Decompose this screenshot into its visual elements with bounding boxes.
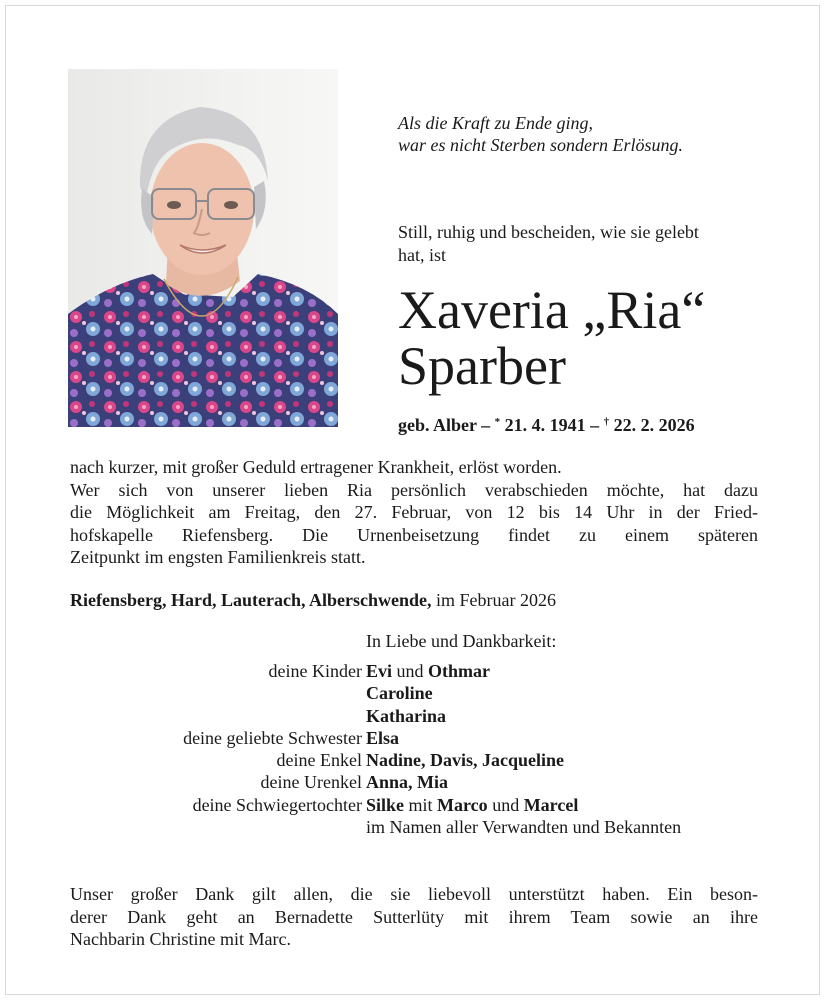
mourner-relation: deine Urenkel (260, 772, 362, 793)
mourner-names (362, 727, 399, 749)
mourner-relation: deine Schwiegertochter (192, 794, 362, 815)
mourner-relation (60, 816, 362, 838)
mourner-name: Marcel (523, 794, 579, 815)
intro-line: Still, ruhig und bescheiden, wie sie gelebt (398, 222, 699, 242)
mourner-name: Evi (366, 661, 393, 681)
mourner-row (60, 705, 800, 727)
mourners-heading: In Liebe und Dankbarkeit: (366, 631, 557, 651)
mourner-name: Katharina (366, 705, 447, 726)
portrait-photo (68, 69, 338, 427)
announcement-line: hofskapelle Riefensberg. Die Urnenbeisetzung findet zu einem späteren (70, 524, 758, 545)
mourner-names (362, 660, 490, 682)
mourner-connector: mit (404, 794, 438, 815)
places-and-date (70, 589, 556, 611)
mourner-relation (60, 682, 362, 704)
mourner-row (60, 771, 800, 793)
mourner-row (60, 794, 800, 816)
death-date: 22. 2. 2026 (609, 415, 695, 435)
mourner-connector: und (487, 794, 524, 815)
thanks-line: Unser großer Dank gilt allen, die sie liebevoll unterstützt haben. Ein beson- (70, 884, 758, 904)
mourner-names (362, 749, 564, 771)
death-symbol: † (603, 416, 610, 428)
mourner-row (60, 682, 800, 704)
mourner-connector: und (392, 661, 429, 681)
name-last: Sparber (398, 336, 566, 396)
birth-date: 21. 4. 1941 (500, 415, 586, 435)
mourner-name: Nadine, Davis, Jacqueline (366, 750, 565, 771)
separator: – (585, 415, 604, 435)
mourner-names (362, 816, 681, 838)
quote-line: war es nicht Sterben sondern Erlösung. (398, 135, 683, 155)
life-dates (398, 411, 695, 436)
announcement-line: die Möglichkeit am Freitag, den 27. Februar, von 12 bis 14 Uhr in der Fried- (70, 502, 758, 522)
mourner-names (362, 682, 433, 704)
places-date: im Februar 2026 (431, 590, 556, 610)
intro-line: hat, ist (398, 245, 446, 265)
name-first: Xaveria „Ria“ (398, 280, 706, 340)
mourner-name: Othmar (428, 661, 491, 681)
announcement-line: Wer sich von unserer lieben Ria persönlich verabschieden möchte, hat dazu (70, 479, 758, 500)
mourner-name: Marco (437, 794, 488, 815)
mourner-names (362, 794, 578, 816)
birth-name: geb. Alber (398, 415, 477, 435)
places-names: Riefensberg, Hard, Lauterach, Alberschwende, (70, 590, 432, 610)
mourner-relation (60, 705, 362, 727)
mourner-relation: deine Kinder (268, 661, 362, 681)
mourner-name: Silke (366, 794, 405, 815)
mourner-row (60, 816, 800, 838)
mourner-names (362, 771, 448, 793)
separator: – (476, 415, 495, 435)
birth-symbol: * (494, 416, 501, 428)
quote-line: Als die Kraft zu Ende ging, (398, 113, 593, 133)
deceased-name (398, 282, 798, 394)
memorial-quote (398, 112, 798, 156)
mourner-row (60, 749, 800, 771)
mourner-name: Elsa (366, 727, 400, 748)
thanks-line: derer Dank geht an Bernadette Sutterlüty mit ihrem Team sowie an ihre (70, 906, 758, 927)
announcement-line: Zeitpunkt im engsten Familienkreis statt. (70, 547, 366, 567)
announcement-line: nach kurzer, mit großer Geduld ertragener Krankheit, erlöst worden. (70, 457, 562, 477)
mourner-connector: im Namen aller Verwandten und Bekannten (366, 817, 682, 838)
mourner-relation: deine geliebte Schwester (183, 727, 362, 748)
mourners-list (60, 660, 800, 838)
mourner-names (362, 705, 446, 727)
announcement-text (70, 456, 758, 569)
mourner-row (60, 660, 800, 682)
mourner-name: Anna, Mia (366, 772, 449, 793)
mourner-relation: deine Enkel (276, 750, 362, 771)
mourner-row (60, 727, 800, 749)
intro-text (398, 221, 768, 267)
thanks-line: Nachbarin Christine mit Marc. (70, 929, 291, 949)
mourner-name: Caroline (366, 683, 433, 704)
thanks-text (70, 883, 758, 951)
